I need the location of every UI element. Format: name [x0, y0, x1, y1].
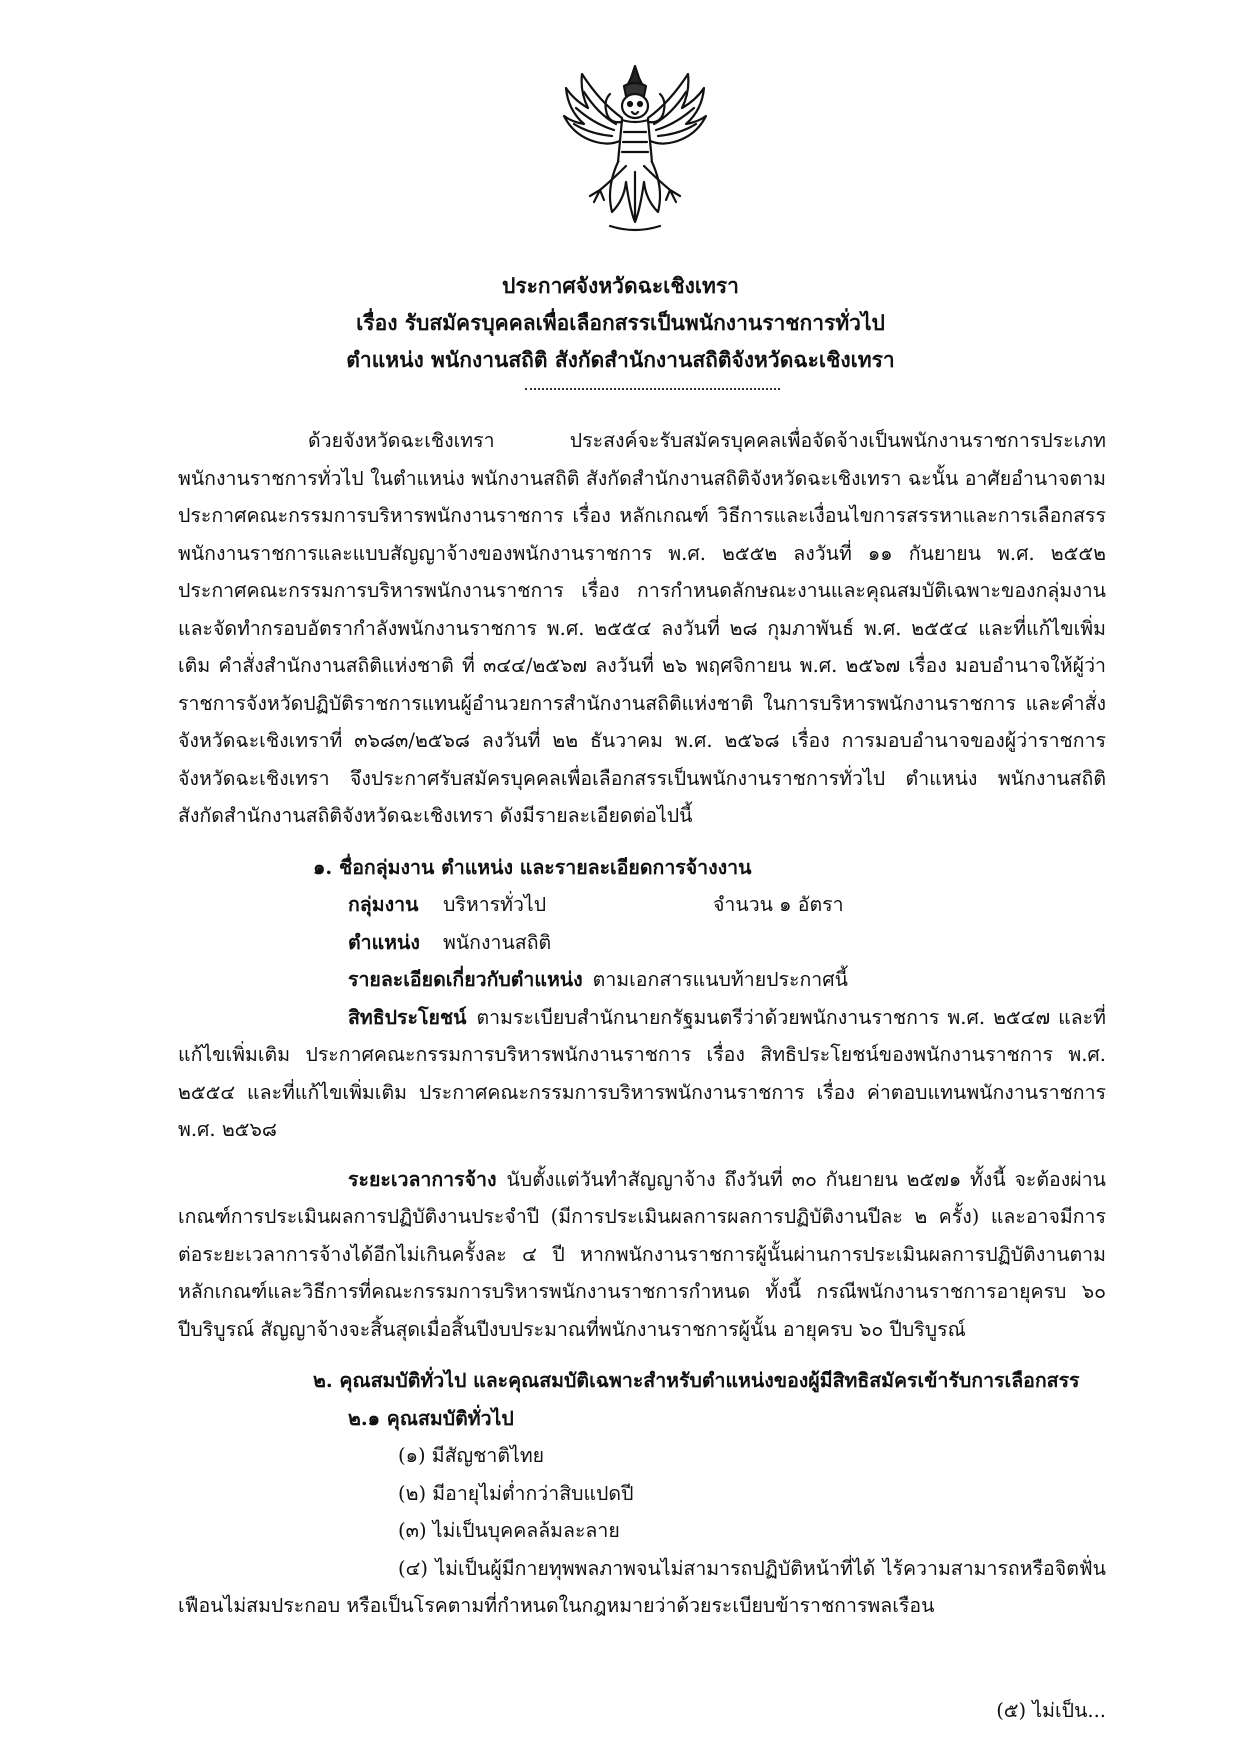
- period-paragraph: [178, 1161, 1106, 1349]
- period-value: นับตั้งแต่วันทำสัญญาจ้าง ถึงวันที่ ๓๐ กันยายน ๒๕๗๑ ทั้งนี้ จะต้องผ่านเกณฑ์การประเมินผลการปฏิบัติงานประจำปี (มีการประเมินผลการผลการปฏิบัติงานปีละ ๒ ครั้ง) และอาจมีการต่อระยะเวลาการจ้างได้อีกไม่เกินครั้งละ ๔ ปี หากพนักงานราชการผู้นั้นผ่านการประเมินผลการปฏิบัติงานตามหลักเกณฑ์และวิธีการที่คณะกรรมการบริหารพนักงานราชการกำหนด ทั้งนี้ กรณีพนักงานราชการอายุครบ ๖๐ ปีบริบูรณ์ สัญญาจ้างจะสิ้นสุดเมื่อสิ้นปีงบประมาณที่พนักงานราชการผู้นั้น อายุครบ ๖๐ ปีบริบูรณ์: [178, 1167, 1106, 1341]
- qualification-item-1: (๑) มีสัญชาติไทย: [398, 1444, 545, 1467]
- qualification-item-2: (๒) มีอายุไม่ต่ำกว่าสิบแปดปี: [398, 1481, 634, 1505]
- group-row: [178, 886, 1106, 924]
- section-2-heading: ๒. คุณสมบัติทั่วไป และคุณสมบัติเฉพาะสำหรับตำแหน่งของผู้มีสิทธิสมัครเข้ารับการเลือกสรร: [313, 1369, 1080, 1392]
- title-divider: [525, 388, 780, 390]
- period-label: ระยะเวลาการจ้าง: [348, 1167, 497, 1191]
- section-1-heading: ๑. ชื่อกลุ่มงาน ตำแหน่ง และรายละเอียดการจ้างงาน: [313, 855, 752, 879]
- details-label: รายละเอียดเกี่ยวกับตำแหน่ง: [348, 968, 583, 991]
- benefits-paragraph: [178, 999, 1106, 1149]
- announcement-title: [0, 267, 1241, 378]
- garuda-emblem-icon: [560, 62, 710, 237]
- title-line-3: ตำแหน่ง พนักงานสถิติ สังกัดสำนักงานสถิติจังหวัดฉะเชิงเทรา: [346, 347, 895, 372]
- count-text: จำนวน ๑ อัตรา: [713, 893, 844, 916]
- benefits-value: ตามระเบียบสำนักนายกรัฐมนตรีว่าด้วยพนักงานราชการ พ.ศ. ๒๕๔๗ และที่แก้ไขเพิ่มเติม ประกาศคณะกรรมการบริหารพนักงานราชการ เรื่อง สิทธิประโยชน์ของพนักงานราชการ พ.ศ. ๒๕๕๔ และที่แก้ไขเพิ่มเติม ประกาศคณะกรรมการบริหารพนักงานราชการ เรื่อง ค่าตอบแทนพนักงานราชการ พ.ศ. ๒๕๖๘: [178, 1005, 1106, 1141]
- group-label: กลุ่มงาน: [348, 893, 419, 916]
- qualification-item-4: (๔) ไม่เป็นผู้มีกายทุพพลภาพจนไม่สามารถปฏิบัติหน้าที่ได้ ไร้ความสามารถหรือจิตฟั่นเฟือนไม่สมประกอบ หรือเป็นโรคตามที่กำหนดในกฎหมายว่าด้วยระเบียบข้าราชการพลเรือน: [178, 1556, 1106, 1617]
- title-line-2: เรื่อง รับสมัครบุคคลเพื่อเลือกสรรเป็นพนักงานราชการทั่วไป: [356, 310, 885, 335]
- details-value: ตามเอกสารแนบท้ายประกาศนี้: [592, 968, 848, 991]
- position-value: พนักงานสถิติ: [443, 930, 552, 954]
- group-value: บริหารทั่วไป: [443, 893, 547, 916]
- title-line-1: ประกาศจังหวัดฉะเชิงเทรา: [502, 273, 739, 298]
- section-2-1-heading: ๒.๑ คุณสมบัติทั่วไป: [348, 1406, 514, 1430]
- position-row: [178, 924, 1106, 962]
- intro-paragraph: ด้วยจังหวัดฉะเชิงเทรา ประสงค์จะรับสมัครบุคคลเพื่อจัดจ้างเป็นพนักงานราชการประเภทพนักงานราชการทั่วไป ในตำแหน่ง พนักงานสถิติ สังกัดสำนักงานสถิติจังหวัดฉะเชิงเทรา ฉะนั้น อาศัยอำนาจตามประกาศคณะกรรมการบริหารพนักงานราชการ เรื่อง หลักเกณฑ์ วิธีการและเงื่อนไขการสรรหาและการเลือกสรรพนักงานราชการและแบบสัญญาจ้างของพนักงานราชการ พ.ศ. ๒๕๕๒ ลงวันที่ ๑๑ กันยายน พ.ศ. ๒๕๕๒ ประกาศคณะกรรมการบริหารพนักงานราชการ เรื่อง การกำหนดลักษณะงานและคุณสมบัติเฉพาะของกลุ่มงานและจัดทำกรอบอัตรากำลังพนักงานราชการ พ.ศ. ๒๕๕๔ ลงวันที่ ๒๘ กุมภาพันธ์ พ.ศ. ๒๕๕๔ และที่แก้ไขเพิ่มเติม คำสั่งสำนักงานสถิติแห่งชาติ ที่ ๓๔๔/๒๕๖๗ ลงวันที่ ๒๖ พฤศจิกายน พ.ศ. ๒๕๖๗ เรื่อง มอบอำนาจให้ผู้ว่าราชการจังหวัดปฏิบัติราชการแทนผู้อำนวยการสำนักงานสถิติแห่งชาติ ในการบริหารพนักงานราชการ และคำสั่งจังหวัดฉะเชิงเทราที่ ๓๖๘๓/๒๕๖๘ ลงวันที่ ๒๒ ธันวาคม พ.ศ. ๒๕๖๘ เรื่อง การมอบอำนาจของผู้ว่าราชการจังหวัดฉะเชิงเทรา จึงประกาศรับสมัครบุคคลเพื่อเลือกสรรเป็นพนักงานราชการทั่วไป ตำแหน่ง พนักงานสถิติ สังกัดสำนักงานสถิติจังหวัดฉะเชิงเทรา ดังมีรายละเอียดต่อไปนี้: [178, 429, 1106, 827]
- document-body: [178, 422, 1106, 1625]
- spacer: [178, 1149, 1106, 1161]
- benefits-label: สิทธิประโยชน์: [348, 1005, 467, 1029]
- details-row: [178, 961, 1106, 999]
- page-continuation: (๕) ไม่เป็น...: [996, 1699, 1106, 1722]
- position-label: ตำแหน่ง: [348, 930, 420, 954]
- qualification-item-3: (๓) ไม่เป็นบุคคลล้มละลาย: [398, 1519, 620, 1542]
